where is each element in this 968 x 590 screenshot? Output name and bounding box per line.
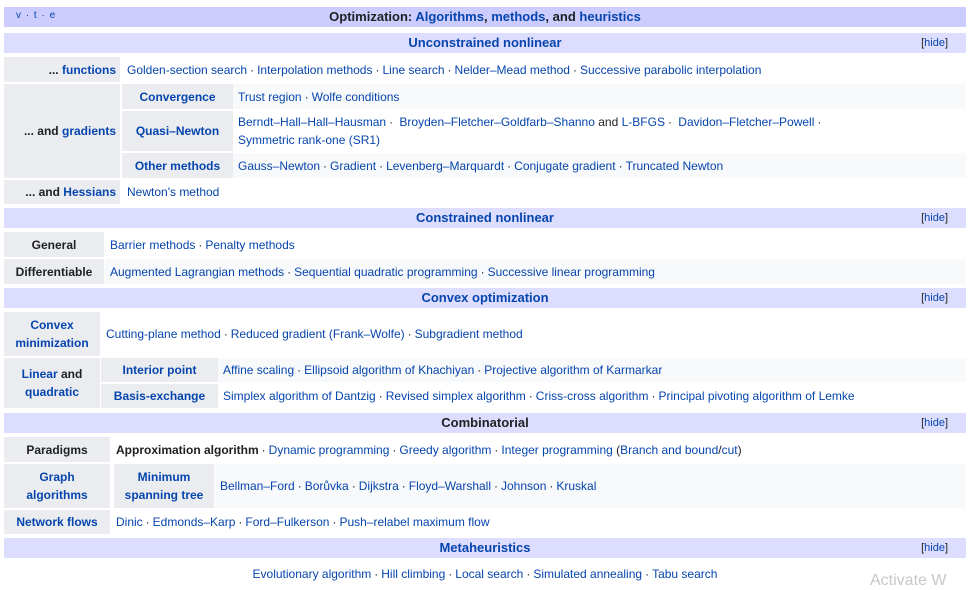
separator: ·: [351, 479, 356, 493]
list-item[interactable]: Integer programming: [501, 442, 613, 457]
talk-template-link[interactable]: t: [33, 10, 38, 21]
list-item[interactable]: Local search: [455, 567, 524, 581]
list-item[interactable]: Gauss–Newton: [238, 158, 321, 173]
label-link-convex-minimization[interactable]: Convex minimization: [15, 318, 89, 350]
list-item[interactable]: Simulated annealing: [533, 567, 643, 581]
hide-link[interactable]: hide: [924, 212, 945, 224]
label-link-network-flows[interactable]: Network flows: [16, 515, 98, 529]
list-item[interactable]: Levenberg–Marquardt: [386, 158, 505, 173]
list-item[interactable]: Evolutionary algorithm: [252, 567, 372, 581]
label-and: and: [61, 367, 83, 381]
group-title-constrained[interactable]: Constrained nonlinear: [416, 210, 554, 225]
row-label-differentiable: [4, 259, 104, 284]
list-item[interactable]: Greedy algorithm: [399, 442, 492, 457]
separator: ·: [528, 389, 533, 403]
label-link-quadratic[interactable]: quadratic: [24, 385, 79, 399]
label-link-functions[interactable]: functions: [62, 62, 116, 77]
hide-toggle[interactable]: [hide]: [921, 417, 948, 429]
label-general: General: [31, 237, 77, 252]
separator: ·: [374, 567, 379, 581]
separator: ·: [198, 237, 203, 252]
hide-link[interactable]: hide: [924, 542, 945, 554]
separator: ·: [507, 158, 512, 173]
hide-toggle[interactable]: [hide]: [921, 212, 948, 224]
view-template-link[interactable]: v: [16, 10, 22, 21]
hide-link[interactable]: hide: [924, 417, 945, 429]
list-item[interactable]: Borůvka: [304, 479, 349, 493]
list-item[interactable]: Truncated Newton: [625, 158, 724, 173]
row-list-minimum-spanning-tree: [215, 464, 966, 508]
label-link-linear[interactable]: Linear: [21, 367, 58, 381]
list-item[interactable]: Line search: [382, 62, 445, 77]
separator: ·: [549, 479, 554, 493]
list-item[interactable]: Push–relabel maximum flow: [339, 515, 490, 529]
title-prefix: Optimization:: [329, 9, 413, 24]
list-item[interactable]: Kruskal: [556, 479, 597, 493]
separator: ·: [645, 567, 650, 581]
paren: (: [616, 442, 621, 457]
row-label-network-flows: [4, 510, 110, 534]
list-item[interactable]: Interpolation methods: [257, 62, 373, 77]
slash: /: [718, 442, 722, 457]
and-text: and: [598, 115, 619, 129]
list-item[interactable]: Criss-cross algorithm: [535, 389, 649, 403]
row-label-gradients: [4, 84, 120, 178]
list-item[interactable]: cut: [721, 442, 738, 457]
separator: ·: [667, 115, 672, 129]
label-link-gradients[interactable]: gradients: [61, 124, 116, 138]
list-item[interactable]: Augmented Lagrangian methods: [110, 264, 285, 279]
list-item[interactable]: Bellman–Ford: [220, 479, 295, 493]
separator: ·: [323, 158, 328, 173]
list-item[interactable]: Wolfe conditions: [311, 89, 400, 104]
list-item[interactable]: Dynamic programming: [268, 442, 390, 457]
separator: ·: [480, 264, 485, 279]
group-header-convex: [4, 288, 966, 308]
row-list-quasi-newton: [233, 111, 966, 151]
separator: ·: [297, 479, 302, 493]
separator: ·: [401, 479, 406, 493]
label-link-graph-algorithms[interactable]: Graph algorithms: [26, 470, 88, 502]
title-link-algorithms[interactable]: Algorithms: [415, 9, 484, 24]
row-label-basis-exchange: [101, 384, 218, 408]
separator: ·: [477, 363, 482, 377]
separator: ·: [297, 363, 302, 377]
label-prefix: ...: [48, 62, 59, 77]
separator: ·: [304, 89, 309, 104]
edit-template-link[interactable]: e: [49, 10, 57, 21]
separator: ·: [287, 264, 292, 279]
label-prefix: ... and: [25, 185, 60, 199]
list-item[interactable]: Principal pivoting algorithm of Lemke: [658, 389, 855, 403]
list-item[interactable]: Gradient: [330, 158, 377, 173]
list-item[interactable]: Successive linear programming: [487, 264, 655, 279]
list-item[interactable]: Subgradient method: [414, 327, 523, 341]
separator: ·: [618, 158, 623, 173]
list-item[interactable]: Conjugate gradient: [514, 158, 616, 173]
group-title-unconstrained[interactable]: Unconstrained nonlinear: [408, 35, 562, 50]
row-label-functions: [4, 57, 120, 82]
row-list-functions: [122, 57, 966, 82]
separator: ·: [379, 158, 384, 173]
list-item[interactable]: Successive parabolic interpolation: [579, 62, 762, 77]
row-label-interior-point: [101, 358, 218, 382]
list-item[interactable]: Broyden–Fletcher–Goldfarb–Shanno: [399, 115, 595, 129]
group-title-metaheuristics[interactable]: Metaheuristics: [439, 540, 531, 555]
separator: ·: [572, 62, 577, 77]
list-item[interactable]: Branch and bound: [620, 442, 719, 457]
title-comma: ,: [545, 9, 550, 24]
row-label-paradigms: [4, 437, 110, 462]
separator: ·: [448, 567, 453, 581]
label-link-interior-point[interactable]: Interior point: [122, 363, 197, 377]
list-item[interactable]: Simplex algorithm of Dantzig: [223, 389, 376, 403]
label-link-minimum-spanning-tree[interactable]: Minimum spanning tree: [124, 470, 204, 502]
list-item[interactable]: Nelder–Mead method: [454, 62, 570, 77]
row-list-paradigms: [111, 437, 966, 462]
separator: ·: [375, 62, 380, 77]
list-item[interactable]: Affine scaling: [223, 363, 295, 377]
separator: ·: [41, 10, 46, 21]
hide-link[interactable]: hide: [924, 37, 945, 49]
separator: ·: [526, 567, 531, 581]
list-item[interactable]: Johnson: [501, 479, 547, 493]
group-header-constrained: [4, 208, 966, 228]
label-link-convergence[interactable]: Convergence: [139, 89, 216, 104]
separator: ·: [817, 115, 822, 129]
label-paradigms: Paradigms: [26, 442, 88, 457]
separator: ·: [25, 10, 31, 21]
row-label-hessians: [4, 180, 120, 204]
list-item[interactable]: Edmonds–Karp: [152, 515, 236, 529]
group-header-metaheuristics: [4, 538, 966, 558]
title-link-methods[interactable]: methods: [491, 9, 546, 24]
list-item-current: Approximation algorithm: [116, 442, 259, 457]
label-differentiable: Differentiable: [15, 264, 93, 279]
navbox-title: [4, 9, 966, 24]
list-item[interactable]: Projective algorithm of Karmarkar: [484, 363, 663, 377]
separator: ·: [223, 327, 228, 341]
list-item[interactable]: Tabu search: [652, 567, 718, 581]
row-list-metaheuristics: [4, 563, 966, 585]
hide-link[interactable]: hide: [924, 292, 945, 304]
separator: ·: [332, 515, 337, 529]
list-item[interactable]: Ford–Fulkerson: [245, 515, 330, 529]
separator: ·: [392, 442, 397, 457]
list-item[interactable]: Revised simplex algorithm: [385, 389, 526, 403]
label-link-basis-exchange[interactable]: Basis-exchange: [113, 389, 206, 403]
group-title-convex[interactable]: Convex optimization: [421, 290, 549, 305]
list-item[interactable]: Trust region: [238, 89, 302, 104]
label-other-methods: Other methods: [134, 158, 221, 173]
row-list-convex-minimization: [101, 312, 966, 356]
list-item[interactable]: Barrier methods: [110, 237, 196, 252]
separator: ·: [389, 115, 394, 129]
list-item[interactable]: Penalty methods: [205, 237, 295, 252]
row-list-interior-point: [218, 358, 966, 382]
separator: ·: [407, 327, 412, 341]
row-label-linear-quadratic: [4, 358, 100, 408]
list-item[interactable]: Ellipsoid algorithm of Khachiyan: [304, 363, 475, 377]
list-item[interactable]: Cutting-plane method: [106, 327, 221, 341]
list-item[interactable]: Symmetric rank-one (SR1): [238, 133, 381, 147]
list-item[interactable]: Newton's method: [127, 185, 220, 199]
list-item[interactable]: Dijkstra: [358, 479, 399, 493]
hide-toggle[interactable]: [hide]: [921, 542, 948, 554]
list-item[interactable]: Hill climbing: [381, 567, 446, 581]
row-list-network-flows: [111, 510, 966, 534]
list-item[interactable]: Dinic: [116, 515, 143, 529]
row-list-differentiable: [105, 259, 966, 284]
row-list-general: [105, 232, 966, 257]
label-link-hessians[interactable]: Hessians: [63, 185, 116, 199]
title-link-heuristics[interactable]: heuristics: [579, 9, 641, 24]
label-link-quasi-newton[interactable]: Quasi–Newton: [135, 124, 220, 138]
row-label-general: [4, 232, 104, 257]
separator: ·: [250, 62, 255, 77]
row-list-basis-exchange: [218, 384, 966, 408]
separator: ·: [145, 515, 150, 529]
list-item[interactable]: Sequential quadratic programming: [294, 264, 478, 279]
list-item[interactable]: Davidon–Fletcher–Powell: [678, 115, 815, 129]
group-header-unconstrained: [4, 33, 966, 53]
navbox-title-bar: [4, 7, 966, 27]
separator: ·: [378, 389, 383, 403]
row-label-quasi-newton: [122, 111, 233, 151]
row-list-hessians: [122, 180, 966, 204]
list-item[interactable]: L-BFGS: [621, 115, 665, 129]
activation-watermark: Activate W: [870, 572, 947, 589]
separator: ·: [261, 442, 266, 457]
title-and: and: [552, 9, 576, 24]
separator: ·: [494, 479, 498, 493]
list-item[interactable]: Reduced gradient (Frank–Wolfe): [230, 327, 405, 341]
row-list-convergence: [233, 84, 966, 109]
paren: ): [737, 442, 742, 457]
separator: ·: [651, 389, 656, 403]
separator: ·: [447, 62, 452, 77]
row-list-other-methods: [233, 153, 966, 178]
group-title-combinatorial[interactable]: Combinatorial: [441, 415, 529, 430]
row-label-graph-algorithms: [4, 464, 110, 508]
separator: ·: [238, 515, 243, 529]
hide-toggle[interactable]: [hide]: [921, 37, 948, 49]
row-label-convex-minimization: [4, 312, 100, 356]
separator: ·: [494, 442, 499, 457]
list-item[interactable]: Golden-section search: [127, 62, 248, 77]
group-header-combinatorial: [4, 413, 966, 433]
hide-toggle[interactable]: [hide]: [921, 292, 948, 304]
label-prefix: ... and: [23, 124, 59, 138]
list-item[interactable]: Floyd–Warshall: [408, 479, 491, 493]
row-label-convergence: [122, 84, 233, 109]
title-comma: ,: [483, 9, 488, 24]
row-label-minimum-spanning-tree: [114, 464, 214, 508]
row-label-other-methods: [122, 153, 233, 178]
list-item[interactable]: Berndt–Hall–Hall–Hausman: [238, 115, 387, 129]
